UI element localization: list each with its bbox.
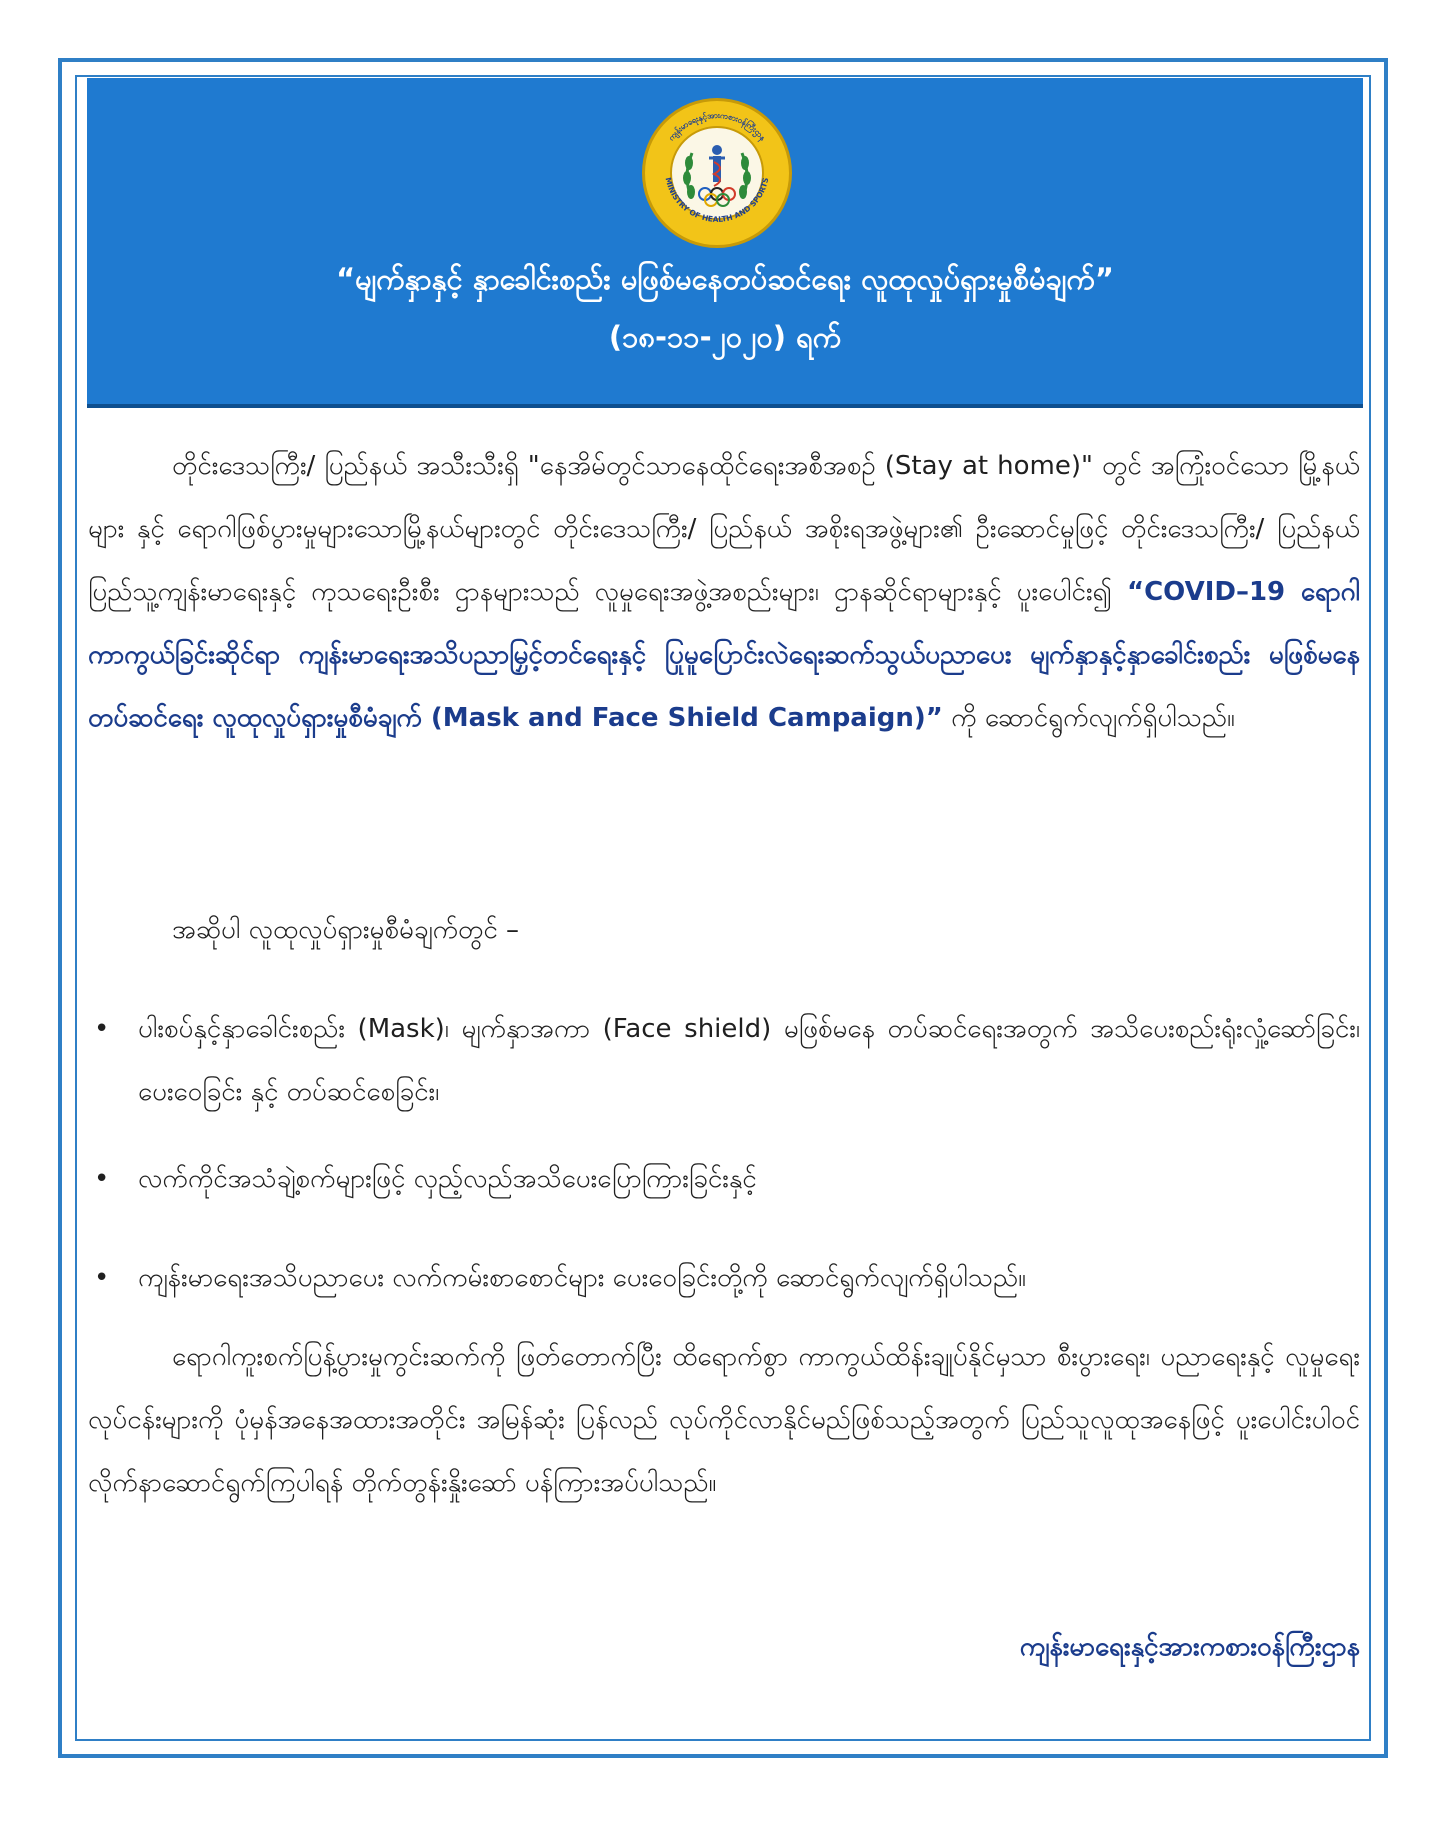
list-item <box>88 1247 1360 1310</box>
seal-text-bottom: MINISTRY OF HEALTH AND SPORTS <box>663 176 771 224</box>
header-banner <box>87 78 1363 408</box>
bullet-icon: • <box>94 1263 110 1293</box>
bullet-icon: • <box>94 1164 110 1194</box>
campaign-date: (၁၈-၁၁-၂၀၂၀) ရက် <box>608 320 842 354</box>
list-item <box>88 1148 1360 1211</box>
seal-emblem-icon <box>642 98 792 248</box>
seal-text-top: ကျန်းမာရေးနှင့်အားကစားဝန်ကြီးဌာန <box>666 110 768 143</box>
paragraph-lead-in: အဆိုပါ လူထုလှုပ်ရှားမှုစီမံချက်တွင် – <box>172 915 520 945</box>
list-item-text: ပါးစပ်နှင့်နှာခေါင်းစည်း (Mask)၊ မျက်နှာအကာ (Face shield) မဖြစ်မနေ တပ်ဆင်ရေးအတွက် အသိပေးစည်းရုံးလှုံ့ဆော်ခြင်း၊ ပေးဝေခြင်း နှင့် တပ်ဆင်စေခြင်း၊ <box>138 1014 1361 1107</box>
bullet-icon: • <box>94 1014 110 1044</box>
list-item-text: လက်ကိုင်အသံချဲ့စက်များဖြင့် လှည့်လည်အသိပေးပြောကြားခြင်းနှင့် <box>138 1164 757 1194</box>
ministry-seal-logo <box>642 98 792 248</box>
paragraph-closing-text: ရောဂါကူးစက်ပြန့်ပွားမှုကွင်းဆက်ကို ဖြတ်တောက်ပြီး ထိရောက်စွာ ကာကွယ်ထိန်းချုပ်နိုင်မှသာ စီးပွားရေး၊ ပညာရေးနှင့် လူမှုရေးလုပ်ငန်းများကို ပုံမှန်အနေအထားအတိုင်း အမြန်ဆုံး ပြန်လည် လုပ်ကိုင်လာနိုင်မည်ဖြစ်သည့်အတွက် ပြည်သူလူထုအနေဖြင့် ပူးပေါင်းပါဝင် လိုက်နာဆောင်ရွက်ကြပါရန် တိုက်တွန်းနှိုးဆော် ပန်ကြားအပ်ပါသည်။ <box>88 1342 1360 1498</box>
activity-list <box>88 998 1360 1310</box>
paragraph-intro <box>88 435 1360 750</box>
issuing-ministry-signature: ကျန်းမာရေးနှင့်အားကစားဝန်ကြီးဌာန <box>1019 1632 1360 1662</box>
list-item <box>88 998 1360 1124</box>
list-item-text: ကျန်းမာရေးအသိပညာပေး လက်ကမ်းစာစောင်များ ပေးဝေခြင်းတို့ကို ဆောင်ရွက်လျက်ရှိပါသည်။ <box>138 1263 1027 1293</box>
campaign-name-highlight: “COVID–19 ရောဂါ ကာကွယ်ခြင်းဆိုင်ရာ ကျန်းမာရေးအသိပညာမြှင့်တင်ရေးနှင့် ပြုမူပြောင်းလဲရေးဆက်သွယ်ပညာပေး မျက်နှာနှင့်နှာခေါင်းစည်း မဖြစ်မနေတပ်ဆင်ရေး လူထုလှုပ်ရှားမှုစီမံချက် (Mask and Face Shield Campaign)” <box>88 577 1360 733</box>
campaign-title: “မျက်နှာနှင့် နှာခေါင်းစည်း မဖြစ်မနေတပ်ဆင်ရေး လူထုလှုပ်ရှားမှုစီမံချက်” <box>336 262 1114 296</box>
paragraph-intro-end: ကို ဆောင်ရွက်လျက်ရှိပါသည်။ <box>942 703 1235 733</box>
paragraph-closing <box>88 1326 1360 1515</box>
paragraph-intro-text: တိုင်းဒေသကြီး/ ပြည်နယ် အသီးသီးရှိ "နေအိမ်တွင်သာနေထိုင်ရေးအစီအစဉ် (Stay at home)" တွင် အကြုံးဝင်သော မြို့နယ်များ နှင့် ရောဂါဖြစ်ပွားမှုများသောမြို့နယ်များတွင် တိုင်းဒေသကြီး/ ပြည်နယ် အစိုးရအဖွဲ့များ၏ ဦးဆောင်မှုဖြင့် တိုင်းဒေသကြီး/ ပြည်နယ်ပြည်သူ့ကျန်းမာရေးနှင့် ကုသရေးဦးစီး ဌာနများသည် လူမှုရေးအဖွဲ့အစည်းများ၊ ဌာနဆိုင်ရာများနှင့် ပူးပေါင်း၍ <box>88 451 1360 607</box>
